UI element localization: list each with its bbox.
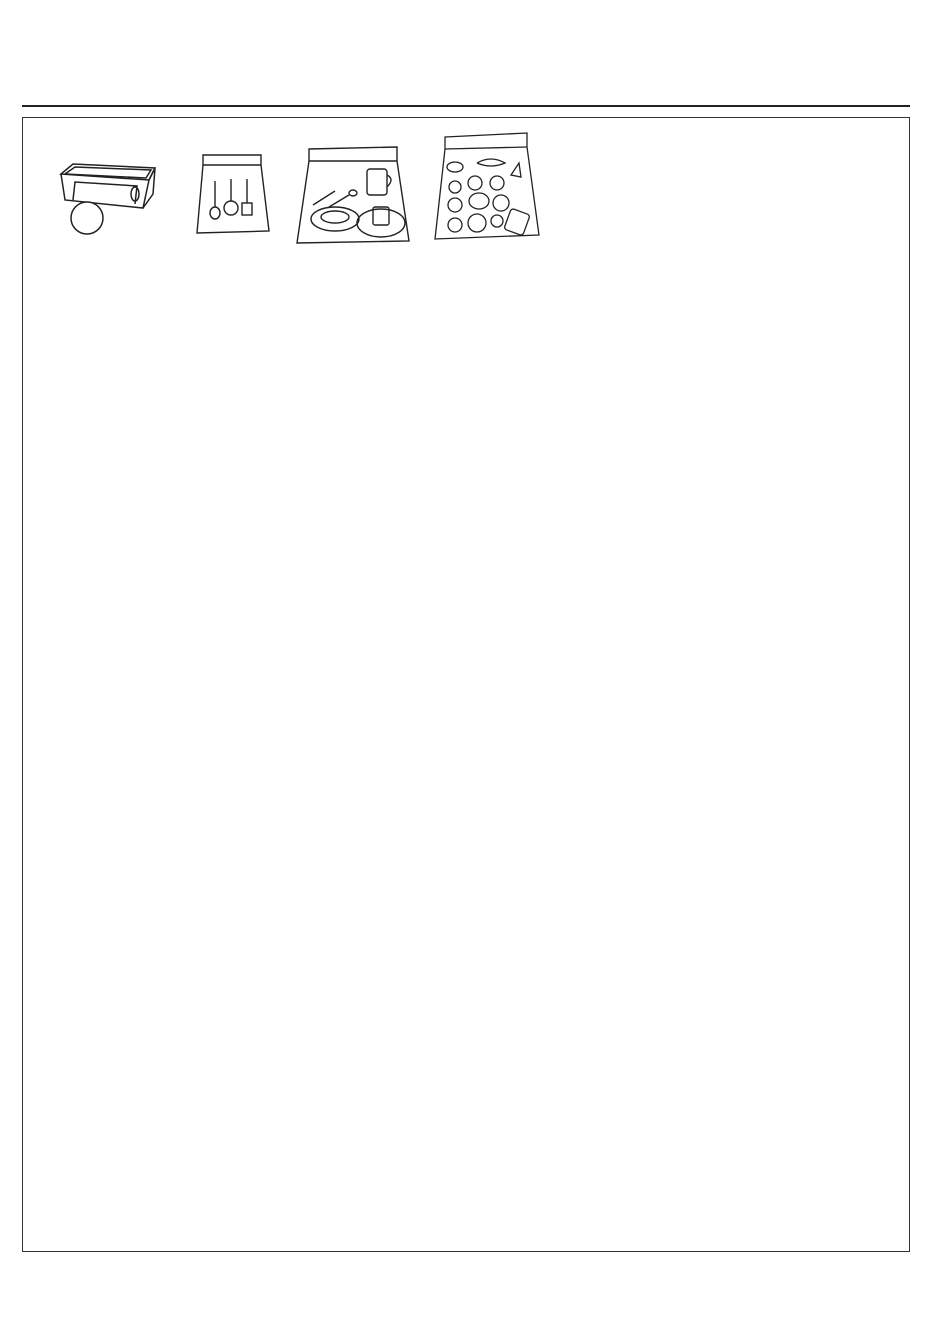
parts-sheet — [22, 117, 910, 1252]
top-rule — [22, 105, 910, 107]
utensils-bag-icon — [193, 151, 273, 239]
play-food-bag-icon — [431, 131, 546, 251]
accessories-row — [23, 118, 909, 288]
sink-basin-with-ball-icon — [53, 156, 163, 236]
dishware-bag-icon — [291, 143, 416, 253]
